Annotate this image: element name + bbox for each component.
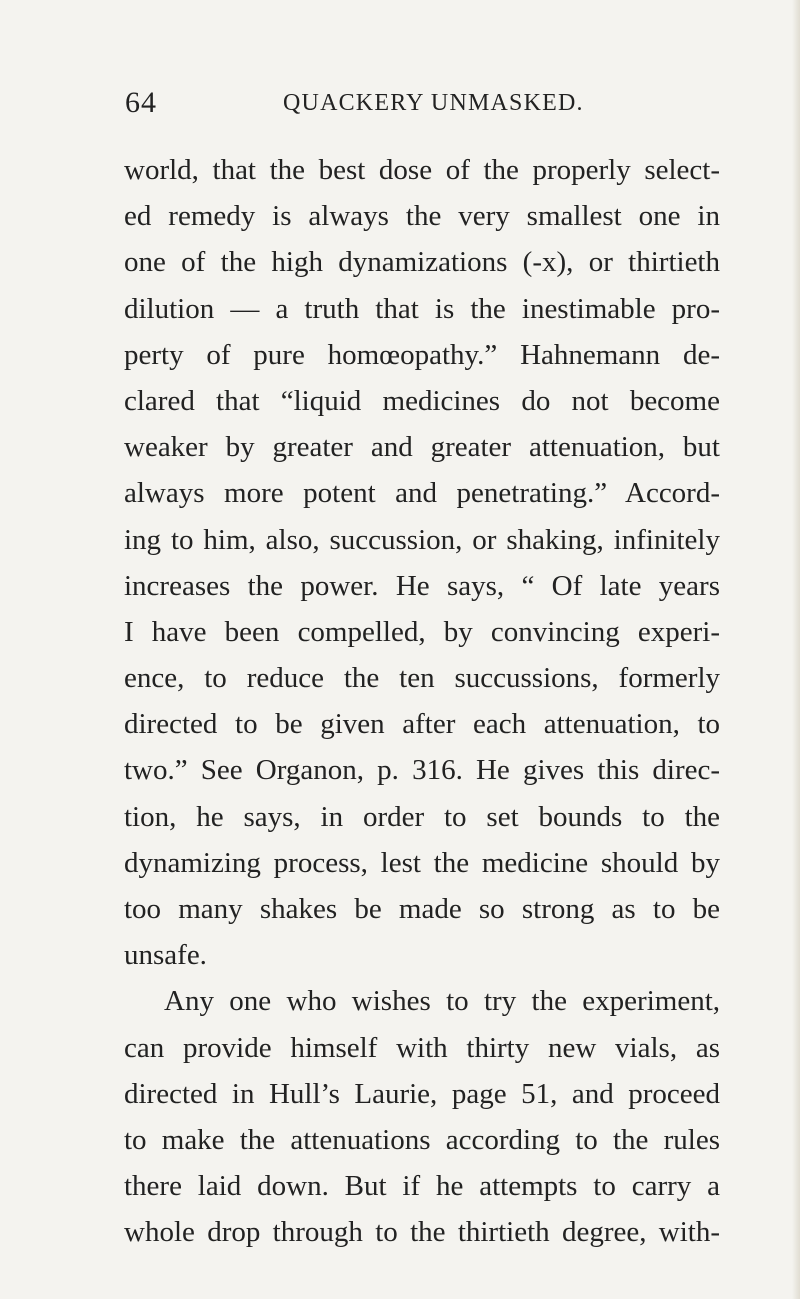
text-line: whole drop through to the thirtieth degree, with- bbox=[124, 1216, 720, 1249]
text-line: too many shakes be made so strong as to be bbox=[124, 893, 720, 925]
text-line: ed remedy is always the very smallest one in bbox=[124, 200, 720, 233]
text-line: always more potent and penetrating.” Accord- bbox=[124, 477, 720, 510]
paragraph-1 bbox=[124, 147, 720, 978]
text-line: one of the high dynamizations (‐x), or thirtieth bbox=[124, 246, 720, 279]
text-line: weaker by greater and greater attenuation, but bbox=[124, 431, 720, 464]
page-number: 64 bbox=[125, 86, 157, 119]
running-head: QUACKERY UNMASKED. bbox=[283, 90, 584, 116]
paragraph-2 bbox=[124, 978, 720, 1255]
text-line: directed to be given after each attenuation, to bbox=[124, 708, 720, 741]
text-line: dilution — a truth that is the inestimable pro- bbox=[124, 292, 720, 325]
text-line: world, that the best dose of the properly select- bbox=[124, 154, 720, 186]
text-line: ing to him, also, succussion, or shaking, infinitely bbox=[124, 523, 720, 556]
body-text bbox=[124, 147, 720, 1256]
text-line: there laid down. But if he attempts to carry a bbox=[124, 1170, 720, 1203]
page-header bbox=[125, 86, 725, 122]
page-edge-shadow bbox=[792, 0, 800, 1299]
text-line: dynamizing process, lest the medicine should by bbox=[124, 846, 720, 879]
text-line: clared that “liquid medicines do not become bbox=[124, 384, 720, 417]
text-line: unsafe. bbox=[124, 939, 207, 972]
text-line: increases the power. He says, “ Of late years bbox=[124, 569, 720, 602]
text-line: I have been compelled, by convincing experi- bbox=[124, 615, 720, 648]
text-line: tion, he says, in order to set bounds to the bbox=[124, 800, 720, 833]
text-line: directed in Hull’s Laurie, page 51, and proceed bbox=[124, 1077, 720, 1110]
text-line: two.” See Organon, p. 316. He gives this direc- bbox=[124, 754, 720, 787]
text-line: perty of pure homœopathy.” Hahnemann de- bbox=[124, 338, 720, 371]
text-line: ence, to reduce the ten succussions, formerly bbox=[124, 662, 720, 695]
text-line: can provide himself with thirty new vials, as bbox=[124, 1031, 720, 1064]
text-line: to make the attenuations according to the rules bbox=[124, 1123, 720, 1156]
text-line: Any one who wishes to try the experiment, bbox=[164, 985, 720, 1018]
